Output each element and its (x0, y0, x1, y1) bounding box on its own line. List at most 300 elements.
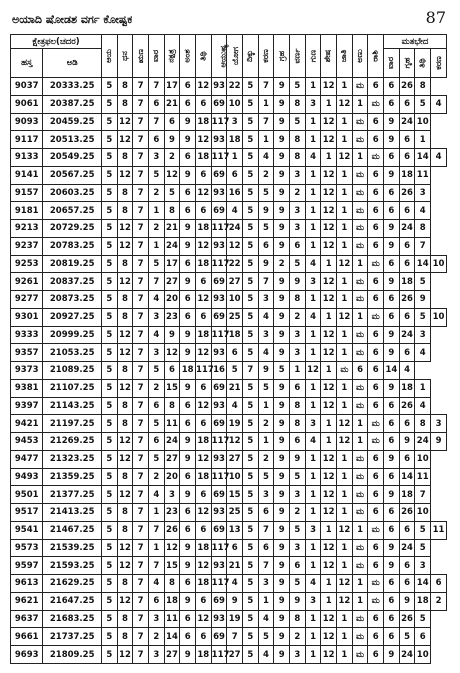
table-cell: 6 (368, 504, 384, 522)
table-cell: 6 (399, 95, 415, 113)
table-cell: 8 (117, 78, 133, 96)
table-cell: 18 (180, 362, 196, 380)
table-cell: 5 (243, 308, 259, 326)
table-cell: 1 (352, 575, 368, 593)
table-cell: 6 (368, 184, 384, 202)
col-header-label: ಧನ (119, 51, 129, 61)
table-cell: 2 (148, 468, 164, 486)
col-header-19 (368, 35, 384, 78)
table-cell: 4 (258, 149, 274, 167)
table-cell: 9141 (11, 166, 43, 184)
table-cell: 18 (195, 433, 211, 451)
col-header-label: ಕರಣ (433, 56, 443, 70)
table-cell: 6 (180, 184, 196, 202)
table-cell: 20783.25 (43, 237, 102, 255)
table-cell: 12 (321, 113, 337, 131)
table-cell: 9 (180, 344, 196, 362)
table-cell: 24 (227, 220, 243, 238)
table-cell: 24 (399, 646, 415, 664)
table-cell: 7 (148, 113, 164, 131)
table-cell: 9661 (11, 628, 43, 646)
table-cell: 5 (101, 610, 117, 628)
table-cell: 1 (305, 397, 321, 415)
table-cell: 8 (117, 504, 133, 522)
table-cell: 5 (101, 468, 117, 486)
table-cell: 5 (101, 646, 117, 664)
table-cell: 1 (337, 166, 353, 184)
table-cell: 5 (148, 362, 164, 380)
table-cell: 7 (133, 610, 149, 628)
table-cell: 12 (195, 504, 211, 522)
table-cell: 9117 (11, 131, 43, 149)
col-header-label: ನಕ್ಷತ್ರ (166, 49, 176, 63)
table-cell: 6 (399, 521, 415, 539)
table-cell: 117 (211, 539, 227, 557)
table-cell: 12 (117, 539, 133, 557)
table-cell: 9 (274, 131, 290, 149)
table-cell: ಮ (352, 646, 368, 664)
table-cell: 2 (431, 592, 447, 610)
table-cell: 9613 (11, 575, 43, 593)
table-cell: 21143.25 (43, 397, 102, 415)
table-cell: 18 (415, 592, 431, 610)
table-cell: ಮ (352, 610, 368, 628)
table-cell: ಮ (352, 202, 368, 220)
table-cell: 6 (384, 468, 400, 486)
table-cell: 12 (195, 131, 211, 149)
table-cell: 9 (274, 220, 290, 238)
table-cell: 12 (164, 166, 180, 184)
table-cell: 9 (164, 326, 180, 344)
table-cell: 21089.25 (43, 362, 102, 380)
table-cell: 5 (243, 131, 259, 149)
table-row (11, 450, 447, 468)
table-cell: 9 (274, 113, 290, 131)
table-cell: 1 (290, 362, 306, 380)
table-row (11, 291, 447, 309)
table-cell: 5 (415, 95, 431, 113)
table-cell: 9213 (11, 220, 43, 238)
table-cell: 93 (211, 610, 227, 628)
table-cell: 69 (211, 202, 227, 220)
table-cell: 18 (195, 326, 211, 344)
table-cell: 1 (352, 308, 368, 326)
table-cell: 7 (133, 149, 149, 167)
table-cell: 20873.25 (43, 291, 102, 309)
table-cell: 18 (195, 575, 211, 593)
table-cell: 1 (305, 504, 321, 522)
table-cell: 5 (227, 362, 243, 380)
table-cell: 6 (368, 468, 384, 486)
table-cell: 1 (337, 78, 353, 96)
table-cell: 12 (117, 237, 133, 255)
table-cell: 4 (305, 149, 321, 167)
table-cell: 6 (180, 628, 196, 646)
table-cell: 5 (101, 379, 117, 397)
table-cell: 7 (133, 131, 149, 149)
table-cell: 18 (164, 592, 180, 610)
table-cell: ಮ (352, 326, 368, 344)
table-cell: 7 (133, 433, 149, 451)
col-header-label: ಶೇಷ (323, 49, 333, 63)
table-cell: 12 (195, 397, 211, 415)
table-cell: 6 (368, 166, 384, 184)
table-cell: 5 (243, 397, 259, 415)
table-cell: ಮ (352, 450, 368, 468)
table-cell: 6 (399, 202, 415, 220)
col-header-12 (258, 35, 274, 78)
table-cell: 6 (368, 273, 384, 291)
table-cell: 12 (321, 379, 337, 397)
table-cell: 8 (290, 415, 306, 433)
table-cell: 8 (117, 255, 133, 273)
table-cell: 5 (148, 450, 164, 468)
table-cell: 117 (195, 362, 211, 380)
table-cell: 117 (211, 220, 227, 238)
table-cell: 6 (384, 504, 400, 522)
table-cell: 9493 (11, 468, 43, 486)
table-cell: 5 (101, 486, 117, 504)
table-cell: 5 (243, 646, 259, 664)
col-header-label: ಜಾತಿ (339, 49, 349, 63)
col-header-label: ವಾರ (151, 49, 161, 63)
table-cell: 6 (195, 486, 211, 504)
table-cell: 5 (243, 202, 259, 220)
table-cell: 6 (368, 326, 384, 344)
table-cell: 117 (211, 149, 227, 167)
table-cell: 8 (415, 415, 431, 433)
table-cell: ಮ (352, 113, 368, 131)
table-cell: 2 (148, 220, 164, 238)
table-cell: 18 (195, 149, 211, 167)
table-cell: 3 (290, 646, 306, 664)
col-header-label: ತಿಥಿ (417, 58, 427, 68)
table-cell: 6 (290, 433, 306, 451)
table-row (11, 237, 447, 255)
table-cell: 24 (399, 326, 415, 344)
table-cell: 6 (384, 433, 400, 451)
table-cell: 12 (117, 433, 133, 451)
col-header-label: ಗುಣ (308, 49, 318, 63)
table-cell: 69 (211, 308, 227, 326)
table-cell: 18 (399, 486, 415, 504)
col-header-4 (133, 35, 149, 78)
table-cell: 4 (305, 575, 321, 593)
table-row (11, 433, 447, 451)
table-cell: 12 (321, 628, 337, 646)
table-cell: 20513.25 (43, 131, 102, 149)
table-cell: 93 (211, 344, 227, 362)
table-cell: 12 (195, 291, 211, 309)
table-cell: 9261 (11, 273, 43, 291)
table-cell: 6 (195, 273, 211, 291)
table-cell: 12 (321, 468, 337, 486)
table-cell: 7 (258, 113, 274, 131)
table-cell: 8 (117, 575, 133, 593)
table-cell: 5 (101, 202, 117, 220)
table-cell: 1 (305, 131, 321, 149)
table-cell: 5 (101, 397, 117, 415)
table-cell: 6 (368, 362, 384, 380)
table-cell: 12 (321, 131, 337, 149)
table-cell: 6 (368, 610, 384, 628)
table-cell: 9 (384, 450, 400, 468)
table-cell: ಮ (352, 237, 368, 255)
col-header-label: ಗೃಹ (402, 57, 412, 69)
table-cell: 7 (133, 344, 149, 362)
col-header-label: ಆಯ (104, 49, 114, 63)
table-cell: 1 (337, 326, 353, 344)
table-cell: 6 (148, 397, 164, 415)
table-cell: 6 (195, 415, 211, 433)
table-cell: 1 (352, 149, 368, 167)
col-header-0: ಹಸ್ತ (11, 49, 43, 78)
table-cell: 5 (148, 415, 164, 433)
table-cell: 3 (148, 646, 164, 664)
table-cell: 1 (415, 379, 431, 397)
table-cell: 6 (384, 149, 400, 167)
table-cell: 20549.25 (43, 149, 102, 167)
table-cell: 6 (180, 255, 196, 273)
table-row (11, 610, 447, 628)
table-cell: 1 (337, 486, 353, 504)
table-cell: 21467.25 (43, 521, 102, 539)
table-cell: 9 (384, 166, 400, 184)
table-cell: ಮ (352, 557, 368, 575)
table-cell: 9 (384, 344, 400, 362)
table-cell: 9477 (11, 450, 43, 468)
table-cell: 9 (384, 131, 400, 149)
table-cell: 6 (368, 539, 384, 557)
table-cell: 1 (352, 255, 368, 273)
table-cell: 9 (399, 592, 415, 610)
data-table (10, 34, 447, 664)
table-cell: 1 (305, 326, 321, 344)
table-cell: 6 (227, 166, 243, 184)
table-cell: 5 (258, 184, 274, 202)
table-cell: 5 (243, 415, 259, 433)
table-cell: 7 (133, 237, 149, 255)
table-cell: 6 (384, 184, 400, 202)
table-cell: 93 (211, 504, 227, 522)
table-cell: 12 (337, 255, 353, 273)
table-cell: 9 (274, 308, 290, 326)
table-cell: 6 (384, 592, 400, 610)
table-cell: 4 (305, 308, 321, 326)
table-cell: 1 (337, 344, 353, 362)
table-cell: 21413.25 (43, 504, 102, 522)
table-cell: 12 (195, 78, 211, 96)
table-cell: ಮ (368, 308, 384, 326)
table-row (11, 521, 447, 539)
table-cell: 5 (101, 557, 117, 575)
table-cell: 8 (164, 575, 180, 593)
table-cell: 6 (195, 592, 211, 610)
table-cell: 5 (101, 433, 117, 451)
table-cell: 6 (180, 308, 196, 326)
table-cell: 6 (368, 237, 384, 255)
table-cell: 12 (321, 610, 337, 628)
table-cell: 9 (180, 113, 196, 131)
table-cell: 6 (180, 95, 196, 113)
table-cell: 12 (321, 450, 337, 468)
table-cell: 21 (227, 557, 243, 575)
table-cell: ಮ (352, 273, 368, 291)
table-cell: 26 (399, 397, 415, 415)
table-cell: 8 (117, 291, 133, 309)
table-cell: 12 (321, 344, 337, 362)
table-cell: 9501 (11, 486, 43, 504)
table-cell: 5 (415, 539, 431, 557)
table-cell: 5 (101, 575, 117, 593)
table-cell: 1 (305, 344, 321, 362)
table-cell: 9397 (11, 397, 43, 415)
table-row (11, 95, 447, 113)
table-cell: 6 (180, 575, 196, 593)
table-cell: 9277 (11, 291, 43, 309)
table-cell: 1 (337, 291, 353, 309)
table-cell: 1 (305, 610, 321, 628)
table-cell: 18 (195, 220, 211, 238)
table-cell: 12 (337, 95, 353, 113)
table-cell: ಮ (352, 504, 368, 522)
table-cell: 12 (321, 326, 337, 344)
table-cell: 1 (337, 557, 353, 575)
table-cell: 12 (321, 486, 337, 504)
table-cell: 69 (211, 273, 227, 291)
table-cell: 7 (133, 291, 149, 309)
table-cell: 12 (195, 610, 211, 628)
table-cell: 5 (101, 131, 117, 149)
table-cell: 5 (243, 628, 259, 646)
table-cell: 12 (117, 326, 133, 344)
table-cell: 12 (164, 344, 180, 362)
table-cell: 1 (337, 504, 353, 522)
table-cell: 8 (117, 468, 133, 486)
table-cell: 5 (101, 78, 117, 96)
col-header-15 (305, 35, 321, 78)
table-cell: 117 (211, 646, 227, 664)
table-cell: 5 (148, 166, 164, 184)
table-cell: 18 (399, 379, 415, 397)
table-cell: 6 (258, 504, 274, 522)
table-cell: 21 (164, 220, 180, 238)
table-cell: 21683.25 (43, 610, 102, 628)
table-cell: 5 (101, 539, 117, 557)
table-cell: 9 (274, 78, 290, 96)
table-cell: 20657.25 (43, 202, 102, 220)
table-cell: 6 (399, 557, 415, 575)
table-cell: 8 (117, 95, 133, 113)
table-cell: 8 (117, 628, 133, 646)
table-cell: 5 (290, 521, 306, 539)
table-cell: 6 (399, 149, 415, 167)
table-cell: 6 (180, 521, 196, 539)
table-cell: 7 (133, 592, 149, 610)
table-cell: 6 (368, 202, 384, 220)
table-cell: 5 (101, 326, 117, 344)
col-header-label: ಅಣು (355, 49, 365, 63)
table-cell: 9 (274, 592, 290, 610)
table-cell: 6 (227, 344, 243, 362)
table-cell: 12 (117, 486, 133, 504)
table-cell: 1 (148, 504, 164, 522)
table-cell: 7 (133, 575, 149, 593)
table-cell: 6 (195, 95, 211, 113)
table-cell: 1 (337, 184, 353, 202)
table-cell: 8 (290, 397, 306, 415)
col-header-label: ಯೋಗ (231, 46, 241, 66)
table-cell: 6 (195, 202, 211, 220)
col-header-6 (164, 35, 180, 78)
table-cell: 18 (227, 326, 243, 344)
page-number: 87 (425, 8, 446, 27)
table-cell: 1 (337, 220, 353, 238)
table-cell: 5 (101, 273, 117, 291)
table-cell: 6 (180, 468, 196, 486)
table-cell: 12 (117, 344, 133, 362)
table-cell: 20 (164, 291, 180, 309)
table-cell: 18 (399, 273, 415, 291)
table-cell: 7 (133, 308, 149, 326)
table-cell: ಮ (368, 415, 384, 433)
table-cell: 7 (258, 557, 274, 575)
table-cell: 1 (337, 237, 353, 255)
table-cell: 9093 (11, 113, 43, 131)
table-cell: 9 (180, 486, 196, 504)
table-cell: 21359.25 (43, 468, 102, 486)
table-cell: 9 (274, 237, 290, 255)
table-cell: 5 (415, 610, 431, 628)
table-cell: 9061 (11, 95, 43, 113)
table-cell: 12 (321, 557, 337, 575)
table-cell: 12 (321, 646, 337, 664)
table-cell: 8 (117, 610, 133, 628)
col-header-11 (243, 35, 259, 78)
table-cell: 5 (243, 468, 259, 486)
table-cell: 6 (368, 379, 384, 397)
table-cell: 9 (384, 220, 400, 238)
table-cell: 21 (227, 379, 243, 397)
table-cell: 6 (195, 628, 211, 646)
table-cell: 12 (321, 78, 337, 96)
table-cell: 9157 (11, 184, 43, 202)
table-row (11, 557, 447, 575)
table-cell: 6 (384, 415, 400, 433)
table-cell: 21 (164, 95, 180, 113)
table-cell: 21323.25 (43, 450, 102, 468)
table-cell: 9357 (11, 344, 43, 362)
table-cell: 1 (321, 308, 337, 326)
table-cell: 12 (195, 184, 211, 202)
table-row (11, 202, 447, 220)
table-cell: 6 (368, 397, 384, 415)
table-cell: 5 (243, 450, 259, 468)
table-cell: 1 (305, 486, 321, 504)
table-cell: ಮ (352, 486, 368, 504)
table-cell: 25 (227, 308, 243, 326)
table-cell: 9 (180, 450, 196, 468)
table-cell: 10 (227, 468, 243, 486)
table-cell: 9 (180, 273, 196, 291)
table-cell: 10 (431, 255, 447, 273)
table-row (11, 166, 447, 184)
table-cell: 7 (258, 78, 274, 96)
table-cell: 6 (148, 95, 164, 113)
col-header-label: ಕರಣ (261, 49, 271, 63)
table-cell: 9 (274, 539, 290, 557)
table-row (11, 592, 447, 610)
